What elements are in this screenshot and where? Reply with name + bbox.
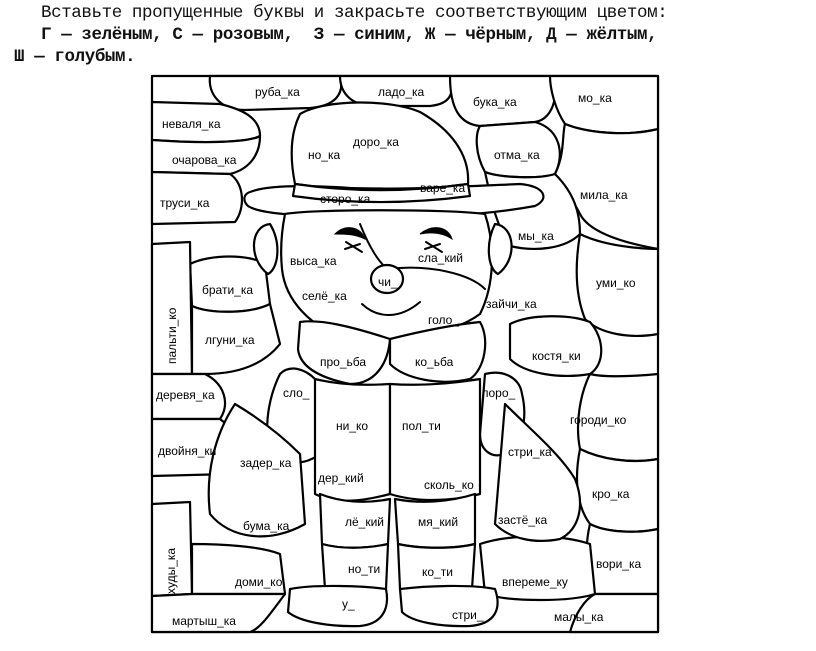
word-malyka: малы_ка bbox=[554, 610, 604, 624]
word-otma: отма_ка bbox=[494, 148, 540, 162]
word-koti: ко_ти bbox=[422, 565, 453, 579]
word-vysa: выса_ка bbox=[290, 254, 337, 268]
word-lyokiy: лё_кий bbox=[345, 515, 385, 529]
word-lado: ладо_ка bbox=[378, 85, 425, 99]
word-gorodiko: городи_ко bbox=[570, 413, 627, 427]
word-ocharova: очарова_ка bbox=[172, 153, 237, 167]
region-kostya bbox=[510, 316, 601, 376]
word-myka: мы_ка bbox=[518, 229, 554, 243]
word-paltiko: пальти_ко bbox=[165, 307, 179, 364]
word-storo: сторо_ка bbox=[320, 192, 371, 206]
coloring-picture bbox=[150, 74, 660, 634]
left-shoe bbox=[288, 586, 387, 626]
word-golo: голо_ bbox=[428, 313, 460, 327]
word-vorika: вори_ка bbox=[596, 557, 642, 571]
word-kosba: ко_ьба bbox=[415, 355, 454, 369]
word-nevalya: неваля_ка bbox=[162, 117, 221, 131]
word-domiko: доми_ко bbox=[235, 575, 283, 589]
instruction-line-3: Ш — голубым. bbox=[14, 47, 136, 67]
word-vare: варе_ка bbox=[420, 181, 466, 195]
word-trusi: труси_ка bbox=[160, 196, 210, 210]
word-slo: сло_ bbox=[283, 386, 310, 400]
word-derkiy: дер_кий bbox=[318, 471, 364, 485]
word-chi: чи_ bbox=[378, 275, 398, 289]
word-umiko: уми_ко bbox=[596, 276, 636, 290]
word-zaychi: зайчи_ка bbox=[486, 297, 537, 311]
word-lguni: лгуни_ка bbox=[205, 333, 255, 347]
word-noti: но_ти bbox=[348, 562, 381, 576]
word-bratik: брати_ка bbox=[202, 283, 254, 297]
instruction-line-2: Г — зелёным, С — розовым, З — синим, Ж — чёрным, Д — жёлтым, bbox=[41, 25, 658, 45]
word-skolko: сколь_ко bbox=[424, 478, 474, 492]
word-niko: ни_ко bbox=[336, 419, 369, 433]
word-bumaka: бума_ка bbox=[243, 519, 290, 533]
word-polti: пол_ти bbox=[402, 419, 441, 433]
word-strika: стри_ка bbox=[508, 445, 552, 459]
region-vpereme bbox=[480, 537, 595, 601]
word-doro: доро_ка bbox=[353, 135, 399, 149]
word-derevya: деревя_ка bbox=[156, 388, 215, 402]
word-u: у_ bbox=[342, 597, 355, 611]
word-martysh: мартыш_ка bbox=[172, 614, 236, 628]
word-hudyka: худы_ка bbox=[164, 547, 178, 594]
task-instructions bbox=[14, 2, 804, 68]
word-ruba: руба_ка bbox=[255, 85, 300, 99]
word-dvoynya: двойня_ки bbox=[158, 444, 217, 458]
word-moka: мо_ка bbox=[578, 91, 612, 105]
word-zastyo: застё_ка bbox=[498, 513, 548, 527]
word-kostya: костя_ки bbox=[532, 349, 581, 363]
word-selyo: селё_ка bbox=[302, 289, 347, 303]
word-poro: поро_ bbox=[482, 386, 516, 400]
word-vpereme: впереме_ку bbox=[502, 575, 568, 589]
word-zader: задер_ка bbox=[240, 456, 292, 470]
word-noka: но_ка bbox=[308, 148, 341, 162]
instruction-line-1: Вставьте пропущенные буквы и закрасьте соответствующим цветом: bbox=[41, 3, 668, 23]
word-prosba: про_ьба bbox=[320, 355, 367, 369]
word-kroka: кро_ка bbox=[592, 487, 630, 501]
word-slakiy: сла_кий bbox=[418, 251, 464, 265]
word-buka: бука_ка bbox=[473, 95, 517, 109]
word-mila: мила_ка bbox=[580, 188, 628, 202]
word-stri: стри_ bbox=[452, 608, 484, 622]
word-myakiy: мя_кий bbox=[418, 515, 459, 529]
